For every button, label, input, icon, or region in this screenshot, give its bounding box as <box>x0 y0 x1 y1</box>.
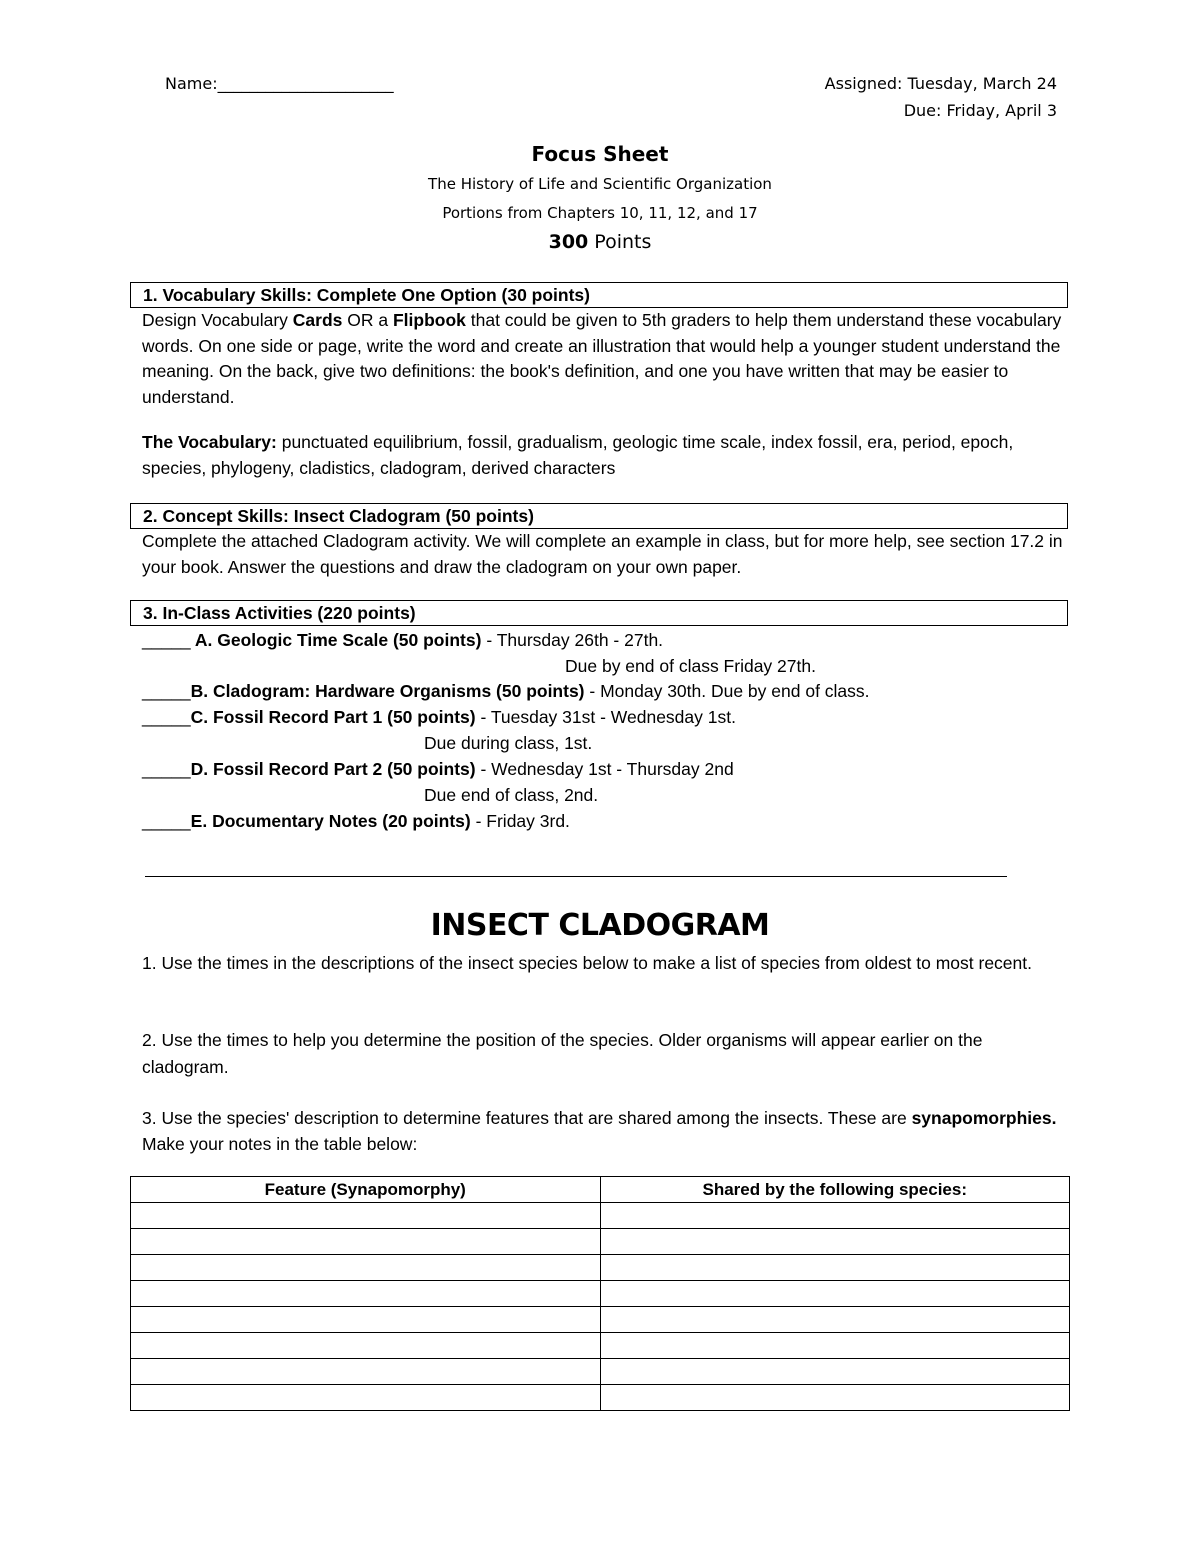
species-cell[interactable] <box>600 1281 1070 1307</box>
activity-e-title: E. Documentary Notes (20 points) <box>190 811 471 831</box>
total-points-label: Points <box>588 231 652 253</box>
feature-cell[interactable] <box>131 1359 601 1385</box>
section1-heading: 1. Vocabulary Skills: Complete One Option (30 points) <box>130 282 1068 308</box>
name-label: Name: <box>165 74 218 93</box>
activity-d-dates: - Wednesday 1st - Thursday 2nd <box>475 759 734 779</box>
activity-b-dates: - Monday 30th. Due by end of class. <box>584 681 870 701</box>
activity-c-checkbox-blank[interactable]: _____ <box>142 707 191 727</box>
section1-description <box>142 308 1072 410</box>
feature-cell[interactable] <box>131 1281 601 1307</box>
species-cell[interactable] <box>600 1255 1070 1281</box>
table-row <box>131 1307 1070 1333</box>
feature-cell[interactable] <box>131 1307 601 1333</box>
table-row <box>131 1203 1070 1229</box>
step3-text-a: 3. Use the species' description to determine features that are shared among the insects. These are <box>142 1108 912 1128</box>
total-points-value: 300 <box>548 231 589 253</box>
activity-a <box>142 628 663 652</box>
feature-cell[interactable] <box>131 1255 601 1281</box>
feature-cell[interactable] <box>131 1203 601 1229</box>
name-field[interactable] <box>165 74 394 93</box>
synapomorphy-table <box>130 1176 1070 1411</box>
activity-b-checkbox-blank[interactable]: _____ <box>142 681 191 701</box>
species-cell[interactable] <box>600 1307 1070 1333</box>
table-header-row <box>131 1177 1070 1203</box>
s1-text-a: Design Vocabulary <box>142 310 293 330</box>
cladogram-title: INSECT CLADOGRAM <box>430 908 770 943</box>
table-row <box>131 1385 1070 1411</box>
feature-column-header: Feature (Synapomorphy) <box>131 1177 601 1203</box>
activity-c-due: Due during class, 1st. <box>424 733 593 753</box>
page-title: Focus Sheet <box>531 142 669 166</box>
s1-cards: Cards <box>292 310 343 330</box>
feature-cell[interactable] <box>131 1229 601 1255</box>
activity-d-checkbox-blank[interactable]: _____ <box>142 759 191 779</box>
feature-cell[interactable] <box>131 1333 601 1359</box>
cladogram-step-3 <box>142 1105 1072 1157</box>
table-row <box>131 1229 1070 1255</box>
activity-e-checkbox-blank[interactable]: _____ <box>142 811 191 831</box>
section-divider <box>145 876 1007 877</box>
activity-c <box>142 705 736 729</box>
assigned-date: Assigned: Tuesday, March 24 <box>824 74 1057 93</box>
table-row <box>131 1359 1070 1385</box>
step3-text-c: Make your notes in the table below: <box>142 1134 418 1154</box>
activity-d <box>142 757 734 781</box>
table-row <box>131 1255 1070 1281</box>
s1-text-e: that could be given to 5th graders to help them understand these vocabulary words. On one side or page, write the word and create an illustration that would help a younger student understand the meaning. On the back, give two definitions: the book's definition, and one you have written that may be easier to understand. <box>142 310 1062 407</box>
table-row <box>131 1281 1070 1307</box>
table-row <box>131 1333 1070 1359</box>
activity-e <box>142 809 570 833</box>
species-cell[interactable] <box>600 1203 1070 1229</box>
activity-a-due: Due by end of class Friday 27th. <box>565 656 816 676</box>
activity-a-dates: - Thursday 26th - 27th. <box>481 630 664 650</box>
species-cell[interactable] <box>600 1385 1070 1411</box>
activity-a-title: A. Geologic Time Scale (50 points) <box>190 630 482 650</box>
activity-c-dates: - Tuesday 31st - Wednesday 1st. <box>475 707 736 727</box>
activity-b <box>142 679 870 703</box>
vocabulary-list <box>142 430 1072 481</box>
activity-c-title: C. Fossil Record Part 1 (50 points) <box>190 707 476 727</box>
s1-text-c: OR a <box>342 310 393 330</box>
activity-a-checkbox-blank[interactable]: _____ <box>142 630 191 650</box>
chapters-line: Portions from Chapters 10, 11, 12, and 17 <box>442 204 758 222</box>
due-date: Due: Friday, April 3 <box>903 101 1057 120</box>
section3-heading: 3. In-Class Activities (220 points) <box>130 600 1068 626</box>
activity-b-title: B. Cladogram: Hardware Organisms (50 points) <box>190 681 585 701</box>
species-cell[interactable] <box>600 1333 1070 1359</box>
species-cell[interactable] <box>600 1229 1070 1255</box>
total-points <box>0 231 1200 253</box>
step3-synapomorphies: synapomorphies. <box>911 1108 1057 1128</box>
cladogram-step-2: 2. Use the times to help you determine the position of the species. Older organisms will appear earlier on the cladogram. <box>142 1030 983 1077</box>
feature-cell[interactable] <box>131 1385 601 1411</box>
activity-d-title: D. Fossil Record Part 2 (50 points) <box>190 759 476 779</box>
activity-d-due: Due end of class, 2nd. <box>424 785 599 805</box>
species-cell[interactable] <box>600 1359 1070 1385</box>
name-blank-line[interactable]: ______________________ <box>217 74 394 93</box>
section2-description: Complete the attached Cladogram activity. We will complete an example in class, but for more help, see section 17.2 in your book. Answer the questions and draw the cladogram on your own paper. <box>142 531 1063 577</box>
cladogram-step-1: 1. Use the times in the descriptions of the insect species below to make a list of species from oldest to most recent. <box>142 953 1032 973</box>
section2-heading: 2. Concept Skills: Insect Cladogram (50 points) <box>130 503 1068 529</box>
vocabulary-words: punctuated equilibrium, fossil, gradualism, geologic time scale, index fossil, era, period, epoch, species, phylogeny, cladistics, cladogram, derived characters <box>142 432 1014 478</box>
page-subtitle: The History of Life and Scientific Organization <box>428 175 772 193</box>
vocabulary-label: The Vocabulary: <box>142 432 277 452</box>
activity-e-dates: - Friday 3rd. <box>470 811 570 831</box>
shared-species-column-header: Shared by the following species: <box>600 1177 1070 1203</box>
s1-flipbook: Flipbook <box>392 310 466 330</box>
